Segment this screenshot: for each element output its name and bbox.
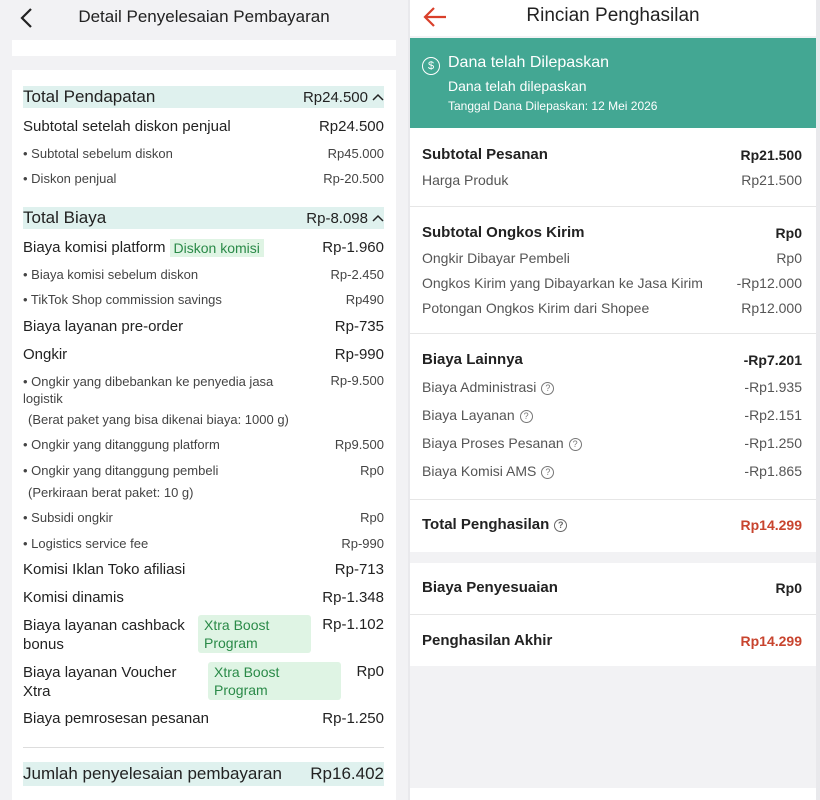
row-amount: Rp-990 <box>334 346 384 363</box>
settlement-card <box>12 70 396 800</box>
row-label: • Diskon penjual <box>23 171 117 186</box>
row-label-line2: logistik <box>23 391 63 406</box>
seller-discount-row <box>23 171 384 186</box>
row-label: Biaya komisi platform <box>23 239 166 256</box>
row-amount: Rp-735 <box>334 318 384 335</box>
divider <box>410 499 816 500</box>
row-label: Subtotal setelah diskon penjual <box>23 118 231 135</box>
row-label: Biaya Administrasi <box>422 379 537 395</box>
subtotal-order-row <box>422 146 802 163</box>
row-amount: Rp490 <box>345 292 384 307</box>
row-label: Subtotal Pesanan <box>422 146 548 163</box>
divider <box>410 614 816 615</box>
row-amount: -Rp7.201 <box>743 351 802 368</box>
subtotal-shipping-row <box>422 224 802 241</box>
row-amount: Rp16.402 <box>310 764 384 783</box>
page-title: Detail Penyelesaian Pembayaran <box>78 7 330 26</box>
row-amount: -Rp1.865 <box>744 463 802 479</box>
subtotal-after-discount-row <box>23 118 384 135</box>
weight-note: (Berat paket yang bisa dikenai biaya: 1000 g) <box>28 412 289 427</box>
row-amount: Rp-20.500 <box>323 171 384 186</box>
logistics-fee-row <box>23 536 384 551</box>
adjustment-fee-row <box>422 579 802 596</box>
tag-line2: Program <box>204 635 258 651</box>
row-amount: Rp0 <box>356 663 384 680</box>
row-amount: Rp21.500 <box>741 172 802 188</box>
shopee-shipping-discount-row <box>422 300 802 316</box>
row-amount: -Rp12.000 <box>736 275 802 291</box>
row-amount: Rp12.000 <box>741 300 802 316</box>
row-label: Komisi dinamis <box>23 589 124 606</box>
row-label: • Biaya komisi sebelum diskon <box>23 267 199 282</box>
ams-commission-row <box>422 463 802 479</box>
final-income-card <box>410 563 816 666</box>
row-label: • TikTok Shop commission savings <box>23 292 222 307</box>
settlement-detail-panel <box>0 0 408 800</box>
row-label: • Logistics service fee <box>23 536 149 551</box>
right-header <box>410 0 816 36</box>
dollar-icon: $ <box>422 57 440 75</box>
preorder-fee-row <box>23 318 384 335</box>
total-income-row <box>422 516 802 533</box>
row-amount: Rp-990 <box>341 536 384 551</box>
row-label: Harga Produk <box>422 172 509 188</box>
row-label: Total Penghasilan <box>422 516 550 533</box>
product-price-row <box>422 172 802 188</box>
left-header <box>0 0 408 36</box>
row-label: Ongkir Dibayar Pembeli <box>422 250 570 266</box>
ongkir-buyer-row <box>23 463 384 478</box>
ongkir-logistics-row <box>23 373 384 407</box>
row-amount: Rp-9.500 <box>330 373 384 388</box>
row-label: Subtotal Ongkos Kirim <box>422 224 585 241</box>
ongkir-row <box>23 346 384 363</box>
row-label: Penghasilan Akhir <box>422 632 553 649</box>
affiliate-commission-row <box>23 561 384 578</box>
row-amount: Rp-713 <box>334 561 384 578</box>
row-amount: Rp14.299 <box>740 632 802 649</box>
row-label: • Subtotal sebelum diskon <box>23 146 173 161</box>
row-amount: Rp14.299 <box>740 516 802 533</box>
row-label: Potongan Ongkos Kirim dari Shopee <box>422 300 650 316</box>
section-label: Total Pendapatan <box>23 87 156 106</box>
row-label: Ongkir <box>23 346 68 363</box>
row-amount: Rp24.500 <box>318 118 384 135</box>
section-amount: Rp-8.098 <box>306 209 368 227</box>
tag-line1: Xtra Boost <box>204 617 270 633</box>
row-label-line1: Biaya layanan cashback <box>23 617 185 634</box>
other-fees-row <box>422 351 802 368</box>
row-label: • Ongkir yang ditanggung pembeli <box>23 463 219 478</box>
row-label: Biaya Layanan <box>422 407 515 423</box>
row-amount: Rp-1.102 <box>322 616 384 633</box>
row-label: Ongkos Kirim yang Dibayarkan ke Jasa Kirim <box>422 275 703 291</box>
row-label: Biaya layanan pre-order <box>23 318 184 335</box>
row-amount: Rp0 <box>775 579 802 596</box>
commission-before-discount-row <box>23 267 384 282</box>
top-card <box>12 40 396 56</box>
row-amount: Rp21.500 <box>740 146 802 163</box>
income-breakdown-card <box>410 128 816 552</box>
shipping-subsidy-row <box>23 510 384 525</box>
tag-line1: Xtra Boost <box>214 664 280 680</box>
row-amount: Rp45.000 <box>327 146 384 161</box>
platform-commission-row <box>23 239 384 257</box>
bottom-bar <box>410 788 816 800</box>
row-label: • Subsidi ongkir <box>23 510 113 525</box>
row-label: Biaya Penyesuaian <box>422 579 558 596</box>
row-label: Biaya Lainnya <box>422 351 523 368</box>
xtra-boost-tag <box>198 615 311 653</box>
row-label: • Ongkir yang ditanggung platform <box>23 437 220 452</box>
row-amount: Rp0 <box>360 510 384 525</box>
service-fee-row <box>422 407 802 423</box>
settlement-total-row <box>23 762 384 786</box>
help-icon[interactable]: ? <box>554 519 567 532</box>
banner-subtitle: Dana telah dilepaskan <box>448 78 587 94</box>
tiktok-savings-row <box>23 292 384 307</box>
row-label-line2: Xtra <box>23 683 51 700</box>
help-icon[interactable]: ? <box>541 382 554 395</box>
row-amount: Rp0 <box>360 463 384 478</box>
xtra-boost-tag <box>208 662 341 700</box>
row-label: Jumlah penyelesaian pembayaran <box>23 764 282 783</box>
row-amount: Rp-1.960 <box>322 239 384 256</box>
row-label-line1: Biaya layanan Voucher <box>23 664 177 681</box>
ongkir-platform-row <box>23 437 384 452</box>
row-label: Komisi Iklan Toko afiliasi <box>23 561 186 578</box>
row-amount: -Rp1.935 <box>744 379 802 395</box>
section-amount: Rp24.500 <box>302 88 368 106</box>
row-amount: Rp-1.348 <box>322 589 384 606</box>
section-label: Total Biaya <box>23 208 107 227</box>
banner-title: Dana telah Dilepaskan <box>448 54 609 71</box>
divider <box>23 747 384 748</box>
subtotal-before-discount-row <box>23 146 384 161</box>
order-process-fee-row <box>422 435 802 451</box>
buyer-paid-shipping-row <box>422 250 802 266</box>
funds-released-banner <box>410 38 816 128</box>
help-icon[interactable]: ? <box>541 466 554 479</box>
dynamic-commission-row <box>23 589 384 606</box>
row-label-line1: • Ongkir yang dibebankan ke penyedia jasa <box>23 374 274 389</box>
income-detail-panel <box>410 0 816 800</box>
row-label: Biaya Komisi AMS <box>422 463 537 479</box>
chevron-up-icon[interactable] <box>372 93 384 101</box>
row-amount: Rp0 <box>776 250 802 266</box>
courier-shipping-row <box>422 275 802 291</box>
row-label-line2: bonus <box>23 636 64 653</box>
chevron-up-icon[interactable] <box>372 214 384 222</box>
divider <box>410 333 816 334</box>
help-icon[interactable]: ? <box>520 410 533 423</box>
tag-line2: Program <box>214 682 268 698</box>
final-income-row <box>422 632 802 649</box>
help-icon[interactable]: ? <box>569 438 582 451</box>
admin-fee-row <box>422 379 802 395</box>
row-label: Biaya Proses Pesanan <box>422 435 564 451</box>
row-label: Biaya pemrosesan pesanan <box>23 710 209 727</box>
total-pendapatan-row[interactable] <box>23 86 384 108</box>
row-amount: Rp-1.250 <box>322 710 384 727</box>
weight-estimate-note: (Perkiraan berat paket: 10 g) <box>28 485 194 500</box>
row-amount: Rp-2.450 <box>330 267 384 282</box>
row-amount: -Rp1.250 <box>744 435 802 451</box>
total-biaya-row[interactable] <box>23 207 384 229</box>
page-title: Rincian Penghasilan <box>526 5 700 26</box>
row-amount: Rp9.500 <box>334 437 384 452</box>
row-amount: Rp0 <box>775 224 802 241</box>
processing-fee-row <box>23 710 384 727</box>
divider <box>410 206 816 207</box>
row-amount: -Rp2.151 <box>744 407 802 423</box>
discount-tag: Diskon komisi <box>170 239 264 257</box>
banner-date: Tanggal Dana Dilepaskan: 12 Mei 2026 <box>448 99 658 113</box>
